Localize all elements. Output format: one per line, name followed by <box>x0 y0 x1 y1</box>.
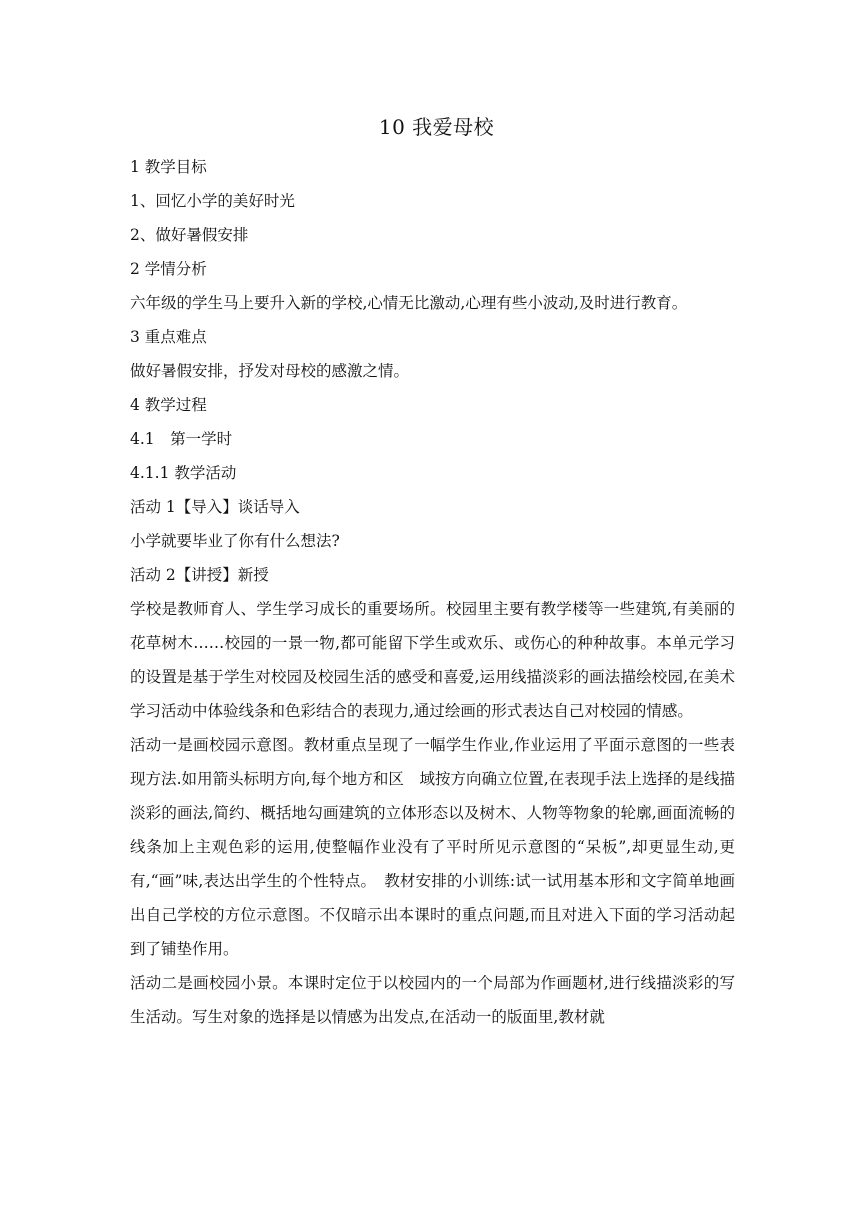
activity-1-text: 小学就要毕业了你有什么想法? <box>130 532 340 550</box>
section-heading-objectives: 1 教学目标 <box>130 158 207 176</box>
body-paragraph-1: 学校是教师育人、学生学习成长的重要场所。校园里主要有教学楼等一些建筑,有美丽的花草树木……校园的一景一物,都可能留下学生或欢乐、或伤心的种种故事。本单元学习的设置是基于学生对校园及校园生活的感受和喜爱,运用线描淡彩的画法描绘校园,在美术学习活动中体验线条和色彩结合的表现力,通过绘画的形式表达自己对校园的情感。 <box>130 600 735 720</box>
activity-1-title: 活动 1【导入】谈话导入 <box>130 498 300 516</box>
body-paragraph-2: 活动一是画校园示意图。教材重点呈现了一幅学生作业,作业运用了平面示意图的一些表现方法.如用箭头标明方向,每个地方和区 域按方向确立位置,在表现手法上选择的是线描淡彩的画法,简约、概括地勾画建筑的立体形态以及树木、人物等物象的轮廓,画面流畅的线条加上主观色彩的运用,使整幅作业没有了平时所见示意图的“呆板”,却更显生动,更有,“画”味,表达出学生的个性特点。 教材安排的小训练:试一试用基本形和文字简单地画出自己学校的方位示意图。不仅暗示出本课时的重点问题,而且对进入下面的学习活动起到了铺垫作用。 <box>130 736 735 958</box>
section-heading-key-points: 3 重点难点 <box>130 328 207 346</box>
key-points-text: 做好暑假安排，抒发对母校的感激之情。 <box>130 362 410 380</box>
section-heading-analysis: 2 学情分析 <box>130 260 207 278</box>
objective-item-1: 1、回忆小学的美好时光 <box>130 192 295 210</box>
subsection-teaching-activities: 4.1.1 教学活动 <box>130 464 237 482</box>
document-title: 10 我爱母校 <box>378 115 495 139</box>
body-paragraph-3: 活动二是画校园小景。本课时定位于以校园内的一个局部为作画题材,进行线描淡彩的写生活动。写生对象的选择是以情感为出发点,在活动一的版面里,教材就 <box>130 974 735 1026</box>
subsection-first-period: 4.1 第一学时 <box>130 430 233 448</box>
section-heading-process: 4 教学过程 <box>130 396 207 414</box>
objective-item-2: 2、做好暑假安排 <box>130 226 249 244</box>
activity-2-title: 活动 2【讲授】新授 <box>130 566 269 584</box>
analysis-text: 六年级的学生马上要升入新的学校,心情无比激动,心理有些小波动,及时进行教育。 <box>130 294 688 312</box>
document-page <box>130 110 735 1034</box>
